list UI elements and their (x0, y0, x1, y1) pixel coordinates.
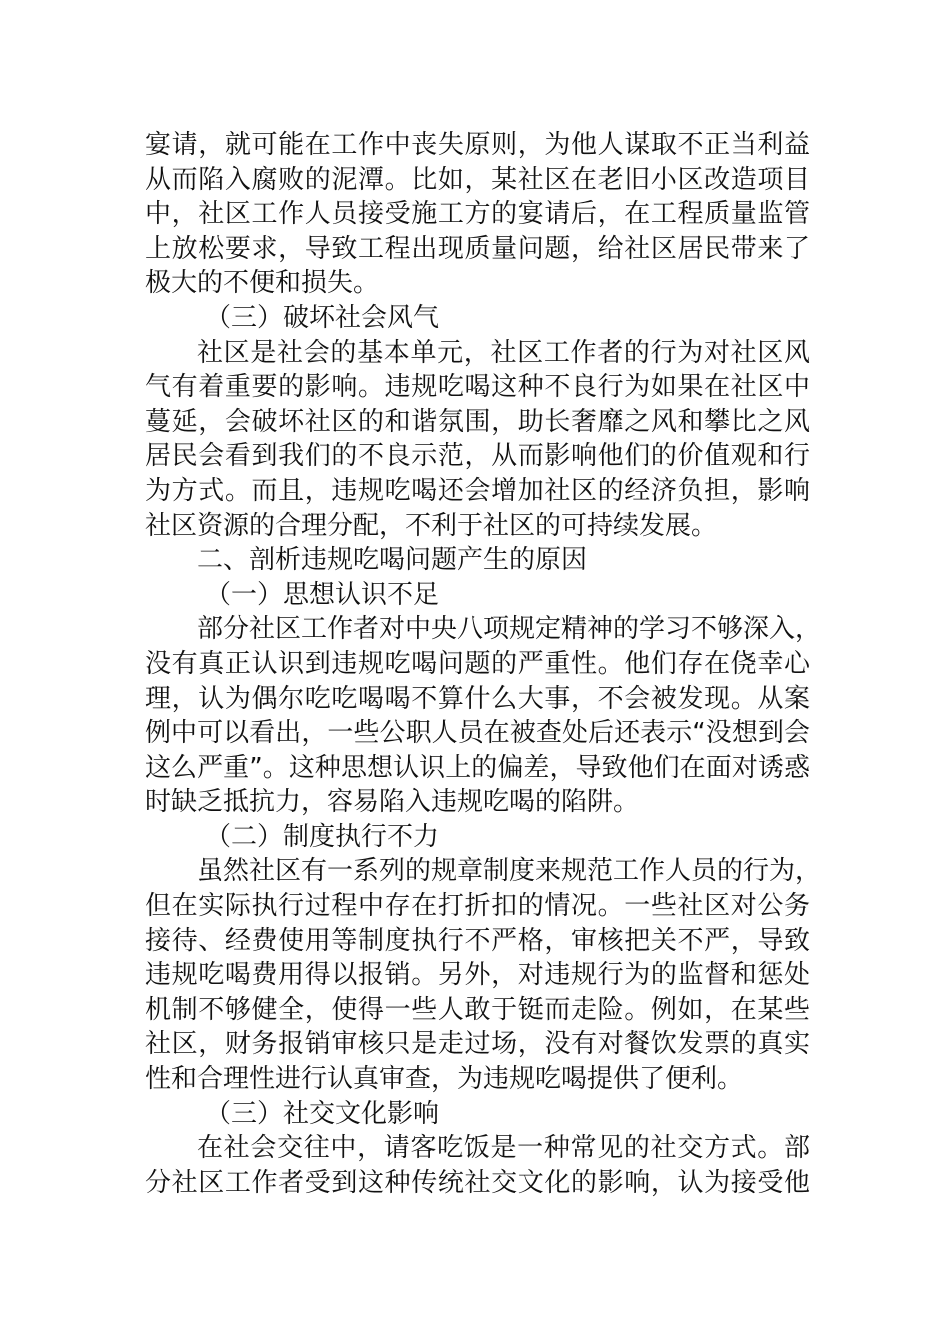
section-heading: （三）破坏社会风气 (205, 302, 440, 333)
paragraph-line: 虽然社区有一系列的规章制度来规范工作人员的行为， (197, 856, 822, 887)
paragraph-line: 社区，财务报销审核只是走过场，没有对餐饮发票的真实 (145, 1029, 810, 1060)
paragraph-line: 居民会看到我们的不良示范，从而影响他们的价值观和行 (145, 441, 810, 472)
paragraph-line: 没有真正认识到违规吃喝问题的严重性。他们存在侥幸心 (145, 648, 810, 679)
paragraph-line: 极大的不便和损失。 (145, 268, 380, 299)
paragraph-line: 在社会交往中，请客吃饭是一种常见的社交方式。部 (197, 1133, 810, 1164)
paragraph-line: 气有着重要的影响。违规吃喝这种不良行为如果在社区中 (145, 372, 810, 403)
document-body (145, 128, 822, 1200)
paragraph-line: 分社区工作者受到这种传统社交文化的影响，认为接受他 (145, 1167, 810, 1198)
paragraph-line: 例中可以看出，一些公职人员在被查处后还表示“没想到会 (145, 718, 810, 749)
paragraph-line: 中，社区工作人员接受施工方的宴请后，在工程质量监管 (145, 199, 810, 230)
paragraph-line: 违规吃喝费用得以报销。另外，对违规行为的监督和惩处 (145, 960, 810, 991)
paragraph-line: 机制不够健全，使得一些人敢于铤而走险。例如，在某些 (145, 994, 810, 1025)
paragraph-line: 时缺乏抵抗力，容易陷入违规吃喝的陷阱。 (145, 787, 640, 818)
chapter-heading: 二、剖析违规吃喝问题产生的原因 (197, 545, 588, 576)
paragraph-line: 社区资源的合理分配，不利于社区的可持续发展。 (145, 510, 718, 541)
paragraph-line: 上放松要求，导致工程出现质量问题，给社区居民带来了 (145, 233, 810, 264)
section-heading: （二）制度执行不力 (205, 821, 440, 852)
paragraph-line: 为方式。而且，违规吃喝还会增加社区的经济负担，影响 (145, 475, 810, 506)
paragraph-line: 这么严重”。这种思想认识上的偏差，导致他们在面对诱惑 (145, 752, 810, 783)
paragraph-line: 理，认为偶尔吃吃喝喝不算什么大事，不会被发现。从案 (145, 683, 810, 714)
paragraph-line: 部分社区工作者对中央八项规定精神的学习不够深入， (197, 614, 822, 645)
section-heading: （一）思想认识不足 (205, 579, 440, 610)
paragraph-line: 社区是社会的基本单元，社区工作者的行为对社区风 (197, 337, 810, 368)
paragraph-line: 从而陷入腐败的泥潭。比如，某社区在老旧小区改造项目 (145, 164, 810, 195)
paragraph-line: 但在实际执行过程中存在打折扣的情况。一些社区对公务 (145, 891, 810, 922)
paragraph-line: 性和合理性进行认真审查，为违规吃喝提供了便利。 (145, 1064, 744, 1095)
paragraph-line: 宴请，就可能在工作中丧失原则，为他人谋取不正当利益 (145, 130, 810, 160)
paragraph-line: 接待、经费使用等制度执行不严格，审核把关不严，导致 (145, 925, 810, 956)
section-heading: （三）社交文化影响 (205, 1098, 440, 1129)
paragraph-line: 蔓延，会破坏社区的和谐氛围，助长奢靡之风和攀比之风 (145, 406, 810, 437)
